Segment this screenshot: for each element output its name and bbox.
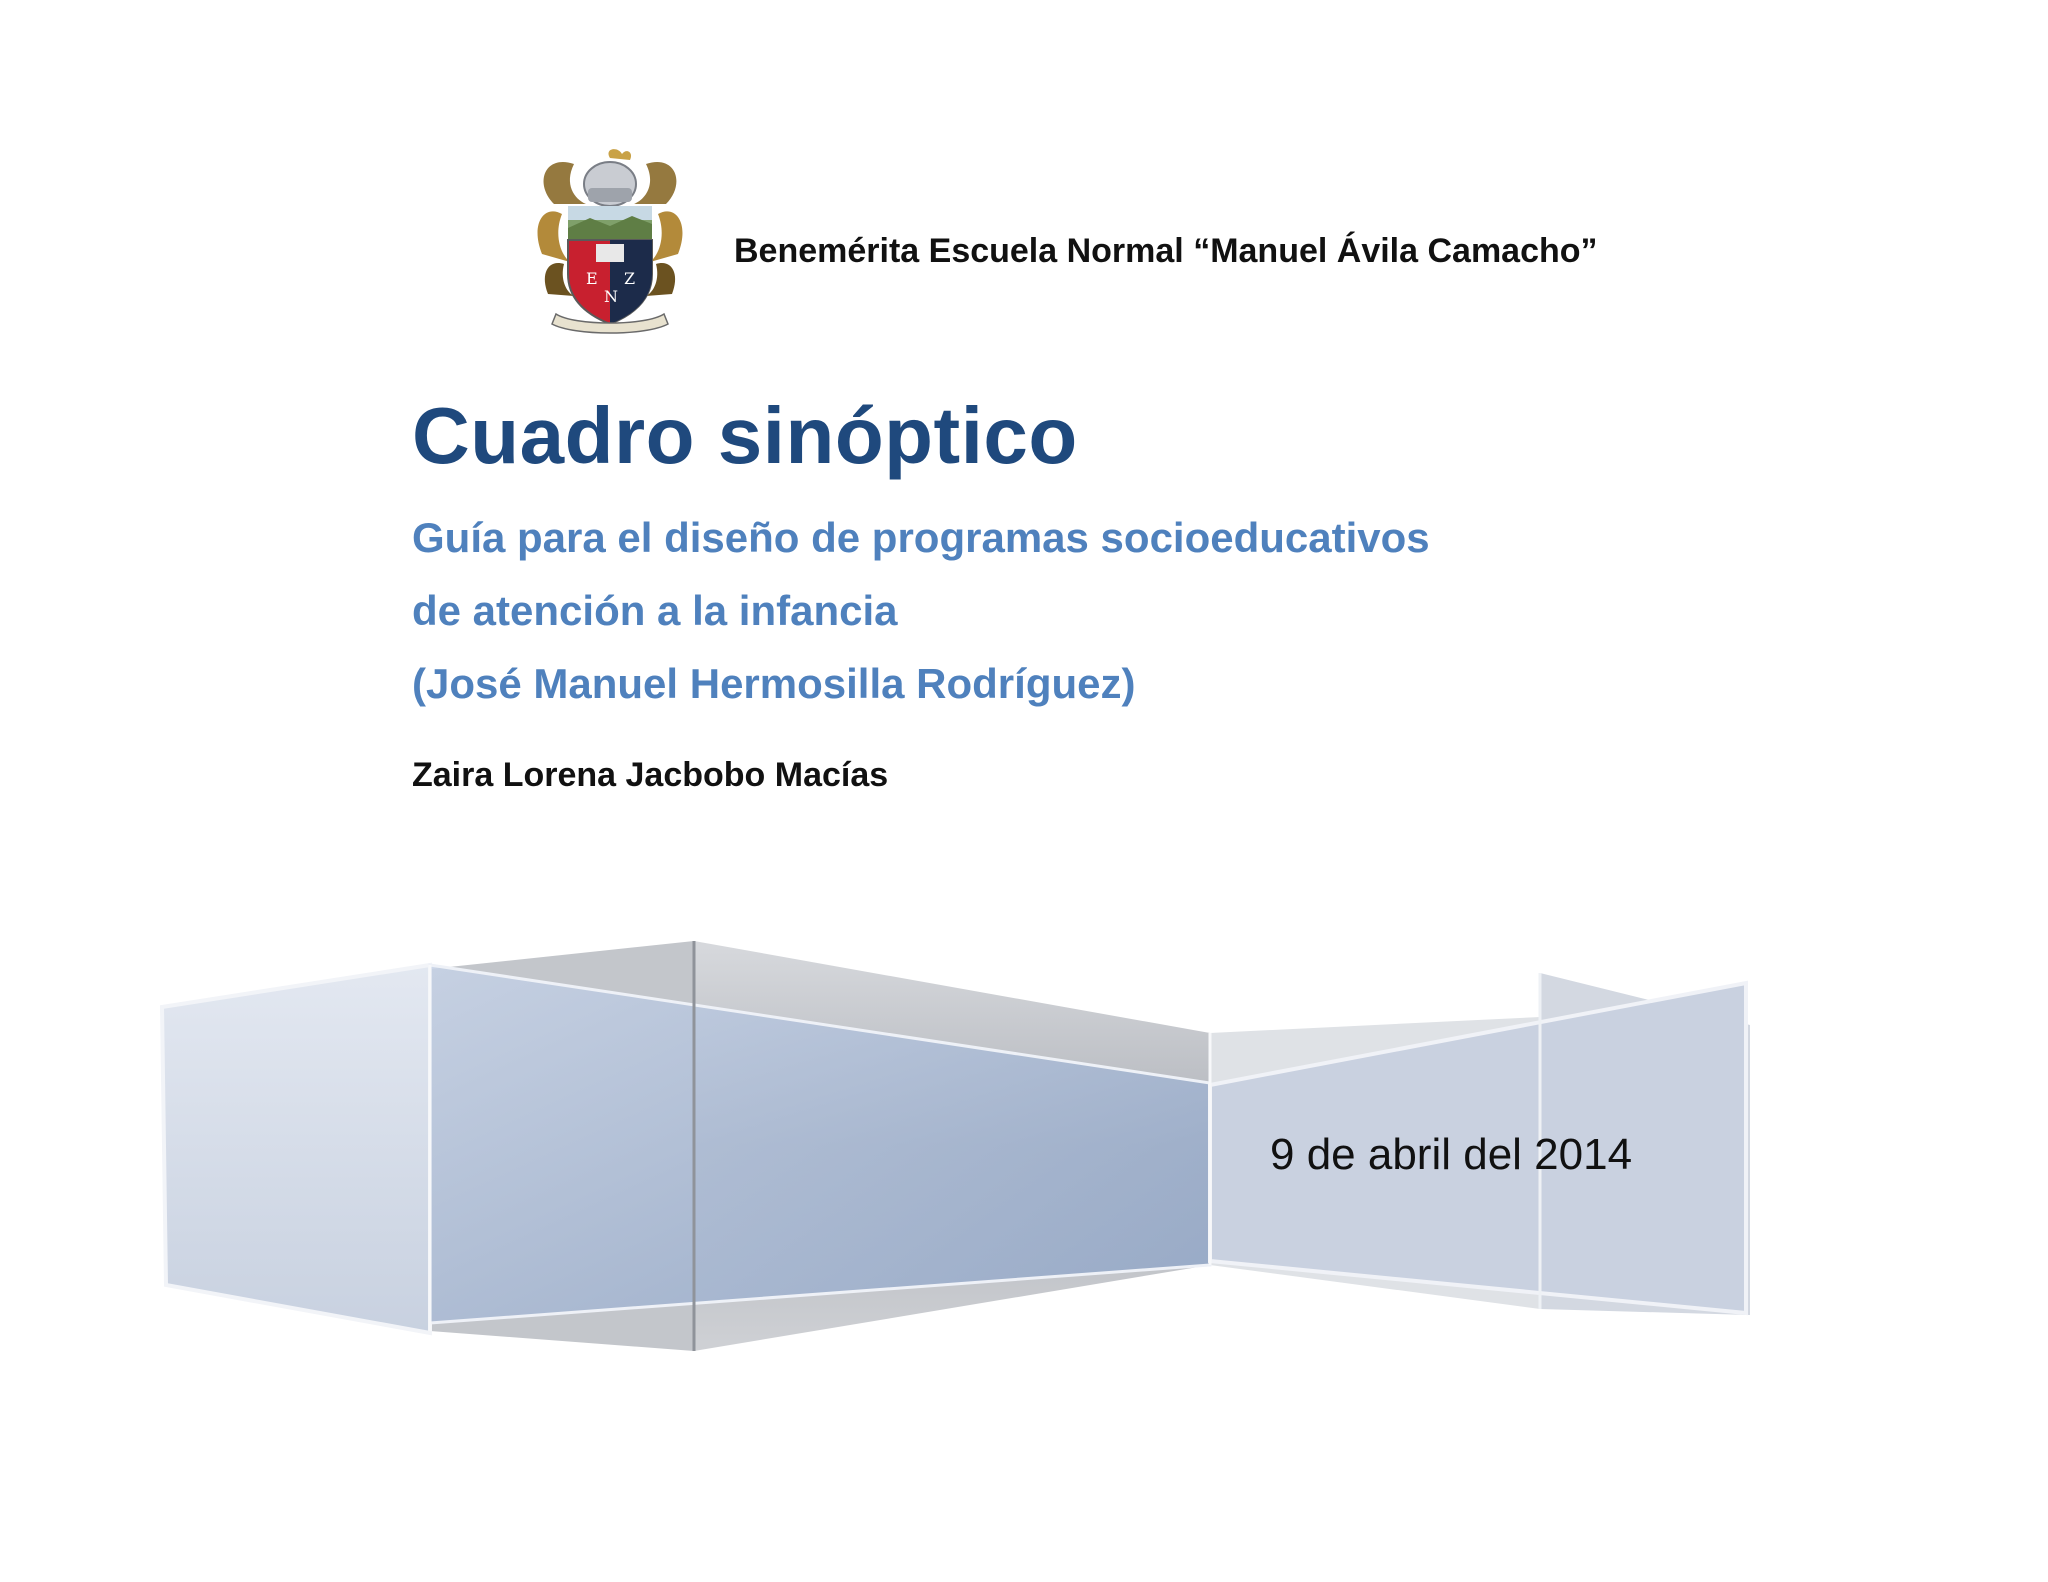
svg-text:N: N <box>604 287 618 306</box>
page-title: Cuadro sinóptico <box>412 391 1078 480</box>
author-name: Zaira Lorena Jacbobo Macías <box>412 756 889 794</box>
svg-text:E: E <box>586 269 598 288</box>
subtitle-line-1: Guía para el diseño de programas socioeducativos <box>412 514 1430 561</box>
subtitle-line-3: (José Manuel Hermosilla Rodríguez) <box>412 660 1136 707</box>
document-date: 9 de abril del 2014 <box>1270 1130 1633 1179</box>
school-crest-icon <box>534 144 686 336</box>
subtitle-line-2: de atención a la infancia <box>412 587 898 634</box>
school-name: Benemérita Escuela Normal “Manuel Ávila Camacho” <box>734 232 1598 270</box>
svg-text:Z: Z <box>624 269 636 288</box>
